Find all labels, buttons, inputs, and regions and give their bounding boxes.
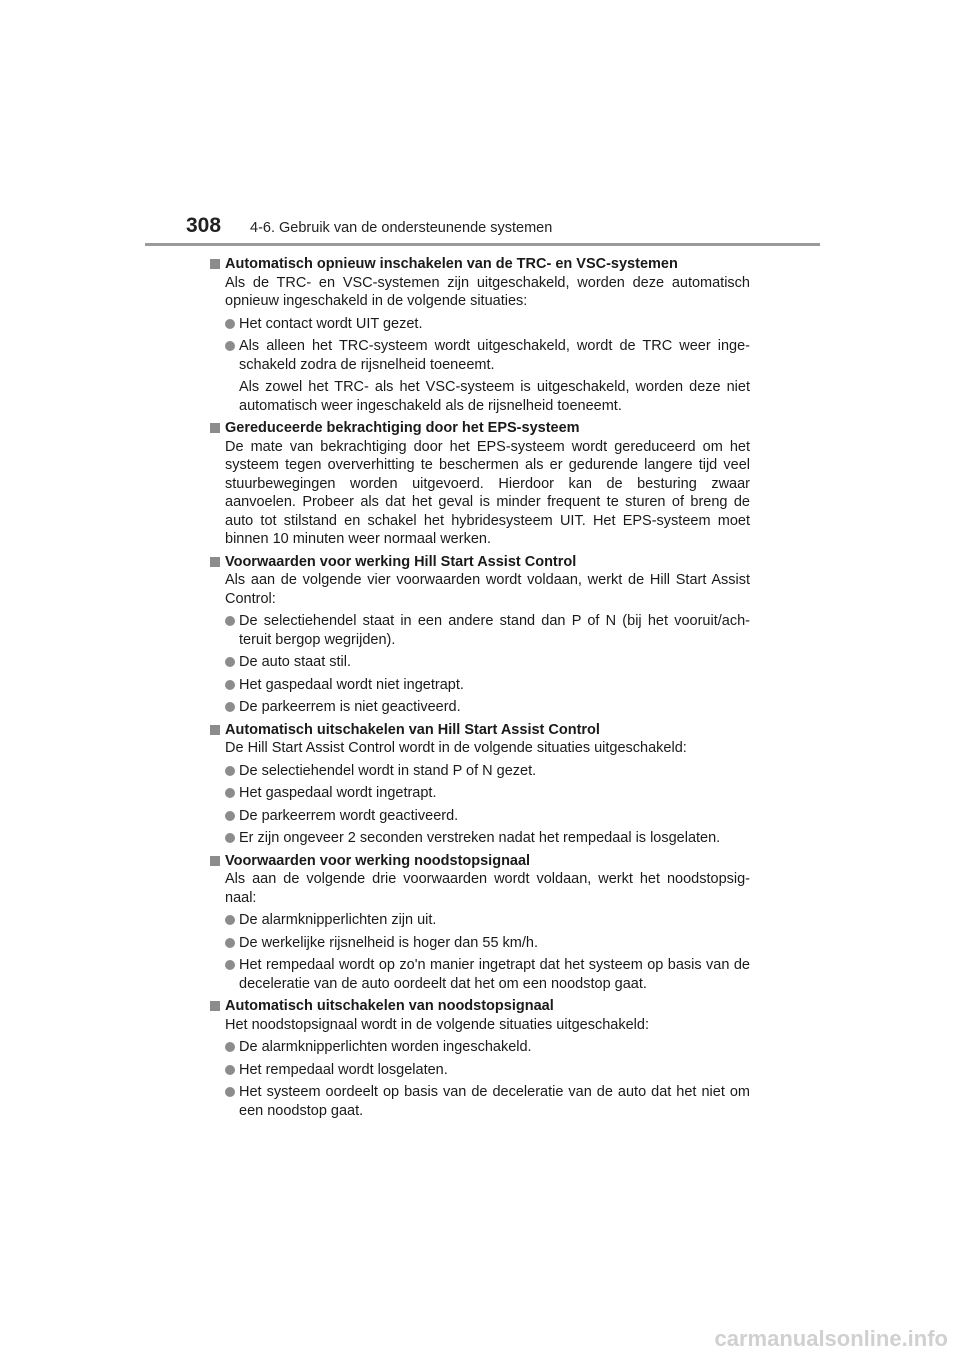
list-item bbox=[210, 829, 750, 848]
list-item-text: Het rempedaal wordt op zo'n manier ingetrapt dat het systeem op basis van de deceleratie van de auto oordeelt dat het om een noodstop gaat. bbox=[239, 957, 750, 992]
round-bullet-icon bbox=[225, 960, 235, 970]
round-bullet-icon bbox=[225, 788, 235, 798]
section-heading bbox=[210, 721, 750, 740]
section-emergency-stop-conditions bbox=[210, 852, 750, 994]
list-item-text: De parkeerrem wordt geactiveerd. bbox=[239, 807, 459, 824]
round-bullet-icon bbox=[225, 1065, 235, 1075]
list-item bbox=[210, 698, 750, 717]
list-continuation: Als zowel het TRC- als het VSC-systeem is uitgeschakeld, worden deze niet automatisch weer ingeschakeld als de rijsnelheid toeneemt. bbox=[239, 379, 750, 414]
round-bullet-icon bbox=[225, 1087, 235, 1097]
square-bullet-icon bbox=[210, 725, 220, 735]
list-item bbox=[210, 676, 750, 695]
page-header bbox=[186, 214, 820, 254]
section-intro: Als aan de volgende drie voorwaarden wordt voldaan, werkt het noodstopsig-naal: bbox=[225, 871, 750, 906]
section-heading-text: Automatisch opnieuw inschakelen van de TRC- en VSC-systemen bbox=[225, 256, 678, 272]
section-heading-text: Voorwaarden voor werking noodstopsignaal bbox=[225, 852, 531, 869]
list-item-text: Het rempedaal wordt losgelaten. bbox=[239, 1061, 448, 1078]
round-bullet-icon bbox=[225, 616, 235, 626]
section-emergency-stop-deactivation bbox=[210, 997, 750, 1120]
list-item bbox=[210, 784, 750, 803]
watermark: carmanualsonline.info bbox=[714, 1326, 948, 1351]
section-heading bbox=[210, 419, 750, 438]
list-item bbox=[210, 612, 750, 649]
list-item-text: De werkelijke rijsnelheid is hoger dan 55 km/h. bbox=[239, 934, 539, 951]
list-item-text: De selectiehendel wordt in stand P of N gezet. bbox=[239, 762, 537, 779]
round-bullet-icon bbox=[225, 702, 235, 712]
round-bullet-icon bbox=[225, 1042, 235, 1052]
round-bullet-icon bbox=[225, 833, 235, 843]
section-heading-text: Gereduceerde bekrachtiging door het EPS-systeem bbox=[225, 420, 580, 436]
list-item bbox=[210, 337, 750, 374]
round-bullet-icon bbox=[225, 680, 235, 690]
list-item-text: Het contact wordt UIT gezet. bbox=[239, 315, 423, 332]
round-bullet-icon bbox=[225, 341, 235, 351]
page-number: 308 bbox=[186, 214, 222, 237]
section-intro: Als de TRC- en VSC-systemen zijn uitgeschakeld, worden deze automatisch opnieuw ingeschakeld in de volgende situaties: bbox=[225, 274, 750, 309]
list-item bbox=[210, 1038, 750, 1057]
list-item-text: De alarmknipperlichten zijn uit. bbox=[239, 912, 437, 928]
list-item bbox=[210, 653, 750, 672]
list-item-text: Het gaspedaal wordt ingetrapt. bbox=[239, 785, 437, 801]
list-item-text: De selectiehendel staat in een andere stand dan P of N (bij het vooruit/ach-teruit bergop wegrijden). bbox=[239, 613, 750, 648]
round-bullet-icon bbox=[225, 766, 235, 776]
section-heading bbox=[210, 255, 750, 274]
list-item bbox=[210, 315, 750, 334]
square-bullet-icon bbox=[210, 1001, 220, 1011]
list-item-text: Er zijn ongeveer 2 seconden verstreken nadat het rempedaal is losgelaten. bbox=[239, 830, 721, 846]
list-item-text: Het gaspedaal wordt niet ingetrapt. bbox=[239, 676, 464, 693]
list-item-text: Als alleen het TRC-systeem wordt uitgeschakeld, wordt de TRC weer inge-schakeld zodra de rijsnelheid toeneemt. bbox=[239, 338, 750, 373]
section-intro: Als aan de volgende vier voorwaarden wordt voldaan, werkt de Hill Start Assist Control: bbox=[225, 572, 750, 607]
list-item-text: Het systeem oordeelt op basis van de deceleratie van de auto dat het niet om een noodstop gaat. bbox=[239, 1084, 750, 1119]
list-item bbox=[210, 762, 750, 781]
round-bullet-icon bbox=[225, 319, 235, 329]
square-bullet-icon bbox=[210, 259, 220, 269]
section-intro: Het noodstopsignaal wordt in de volgende situaties uitgeschakeld: bbox=[225, 1016, 649, 1033]
section-heading bbox=[210, 553, 750, 572]
round-bullet-icon bbox=[225, 811, 235, 821]
square-bullet-icon bbox=[210, 423, 220, 433]
list-item bbox=[210, 934, 750, 953]
section-heading-text: Automatisch uitschakelen van Hill Start Assist Control bbox=[225, 721, 600, 738]
section-heading-text: Automatisch uitschakelen van noodstopsignaal bbox=[225, 998, 554, 1014]
round-bullet-icon bbox=[225, 657, 235, 667]
list-item-text: De auto staat stil. bbox=[239, 654, 352, 670]
round-bullet-icon bbox=[225, 915, 235, 925]
section-trc-vsc-reactivation bbox=[210, 255, 750, 415]
section-intro: De Hill Start Assist Control wordt in de volgende situaties uitgeschakeld: bbox=[225, 740, 687, 756]
section-heading bbox=[210, 852, 750, 871]
square-bullet-icon bbox=[210, 557, 220, 567]
list-item bbox=[210, 1061, 750, 1080]
list-item bbox=[210, 911, 750, 930]
section-intro: De mate van bekrachtiging door het EPS-systeem wordt gereduceerd om het systeem tegen oververhitting te beschermen als er gedurende langere tijd veel stuurbewegingen worden uitgevoerd. Hierdoor kan de besturing zwaar aanvoelen. Probeer als dat het geval is minder frequent te sturen of breng de auto tot stilstand en schakel het hybridesysteem UIT. Het EPS-systeem moet binnen 10 minuten weer normaal werken. bbox=[225, 438, 750, 547]
list-item-text: De alarmknipperlichten worden ingeschakeld. bbox=[239, 1039, 532, 1055]
list-item bbox=[210, 956, 750, 993]
list-item-text: De parkeerrem is niet geactiveerd. bbox=[239, 699, 461, 715]
section-hill-start-deactivation bbox=[210, 721, 750, 848]
round-bullet-icon bbox=[225, 938, 235, 948]
section-eps-reduced-assist bbox=[210, 419, 750, 549]
section-hill-start-conditions bbox=[210, 553, 750, 717]
page-content bbox=[210, 255, 750, 1124]
section-heading-text: Voorwaarden voor werking Hill Start Assist Control bbox=[225, 553, 577, 570]
square-bullet-icon bbox=[210, 856, 220, 866]
header-rule bbox=[145, 243, 820, 246]
chapter-title: 4-6. Gebruik van de ondersteunende systemen bbox=[250, 220, 553, 236]
list-item bbox=[210, 807, 750, 826]
section-heading bbox=[210, 997, 750, 1016]
list-item bbox=[210, 1083, 750, 1120]
